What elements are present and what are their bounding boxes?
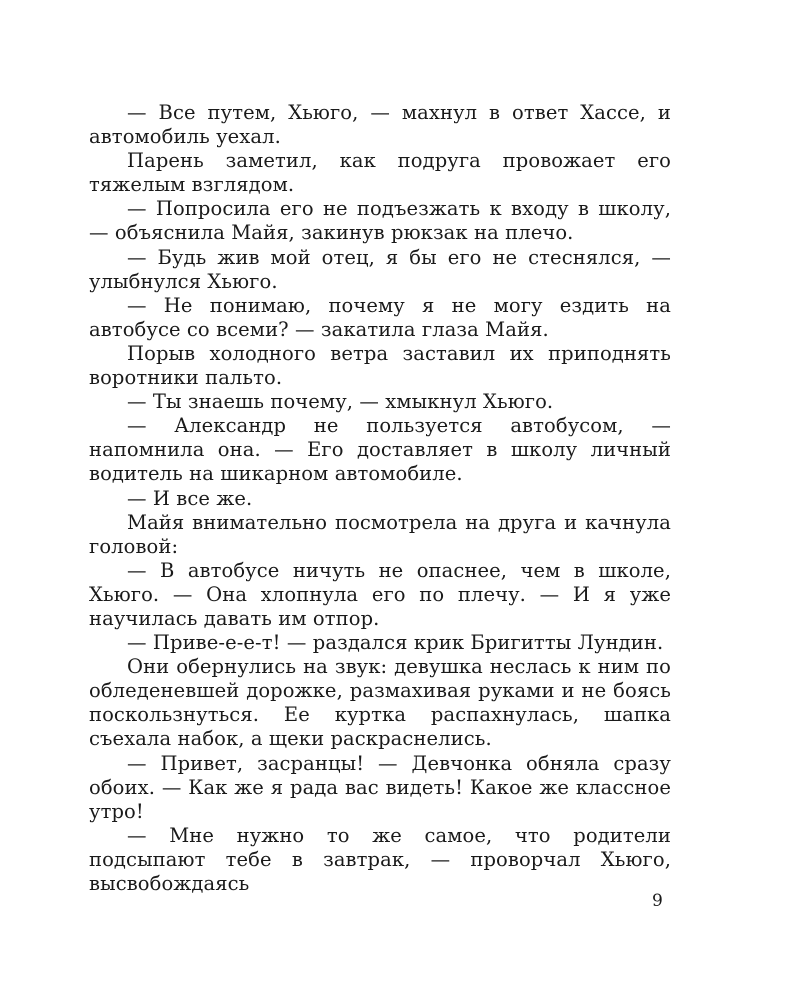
paragraph: — В автобусе ничуть не опаснее, чем в школе, Хьюго. — Она хлопнула его по плечу. — И я уже научилась давать им отпор.: [89, 558, 671, 630]
body-text: [89, 101, 671, 896]
paragraph: Парень заметил, как подруга провожает его тяжелым взглядом.: [89, 149, 671, 197]
paragraph: Порыв холодного ветра заставил их приподнять воротники пальто.: [89, 341, 671, 390]
paragraph: — Привет, засранцы! — Девчонка обняла сразу обоих. — Как же я рада вас видеть! Какое же классное утро!: [89, 751, 671, 823]
paragraph: — Не понимаю, почему я не могу ездить на автобусе со всеми? — закатила глаза Майя.: [89, 293, 671, 341]
paragraph: Майя внимательно посмотрела на друга и качнула головой:: [89, 510, 671, 558]
paragraph: — И все же.: [127, 486, 253, 510]
paragraph: — Александр не пользуется автобусом, — напомнила она. — Его доставляет в школу личный водитель на шикарном автомобиле.: [89, 414, 671, 486]
paragraph: — Мне нужно то же самое, что родители подсыпают тебе в завтрак, — проворчал Хьюго, высвобождаясь: [89, 823, 671, 895]
page-number: 9: [652, 891, 663, 911]
paragraph: — Приве-е-е-т! — раздался крик Бригитты Лундин.: [127, 631, 664, 655]
paragraph: — Попросила его не подъезжать к входу в школу, — объяснила Майя, закинув рюкзак на плечо.: [89, 197, 671, 245]
paragraph: — Ты знаешь почему, — хмыкнул Хьюго.: [127, 390, 554, 414]
paragraph: — Будь жив мой отец, я бы его не стеснялся, — улыбнулся Хьюго.: [89, 245, 671, 293]
paragraph: Они обернулись на звук: девушка неслась к ним по обледеневшей дорожке, размахивая руками и не боясь поскользнуться. Ее куртка распахнулась, шапка съехала набок, а щеки раскраснелись.: [89, 655, 671, 751]
paragraph: — Все путем, Хьюго, — махнул в ответ Хассе, и автомобиль уехал.: [89, 101, 671, 149]
